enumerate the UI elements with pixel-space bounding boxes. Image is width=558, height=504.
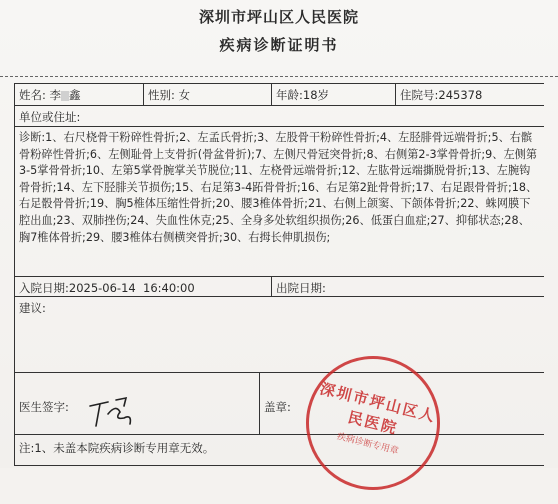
- unit-address-label: 单位或住址:: [19, 110, 81, 124]
- admission-no-value: 245378: [438, 88, 483, 102]
- discharge-date-cell: [271, 277, 545, 296]
- dates-row: [15, 277, 544, 297]
- diagnosis-content: 1、右尺桡骨干粉碎性骨折;2、左孟氏骨折;3、左股骨干粉碎性骨折;4、左胫腓骨远端骨折;5、右髌骨粉碎性骨折;6、左侧耻骨上支骨折(骨盆骨折);7、左侧尺骨冠突骨折;8、右侧第2-3掌骨骨折;9、左侧第3-5掌骨骨折;10、左第5掌骨腕掌关节脱位;11、左桡骨远端骨折;12、左肱骨远端撕脱骨折;13、左腕钩骨骨折;14、左下胫腓关节损伤;15、右足第3-4跖骨骨折;16、右足第2趾骨骨折;17、右足跟骨骨折;18、右足骰骨骨折;19、胸5椎体压缩性骨折;20、腰3椎体骨折;21、右侧上颌窦、下颌体骨折;22、蛛网膜下腔出血;23、双肺挫伤;24、失血性休克;25、全身多处软组织损伤;26、低蛋白血症;27、抑郁状态;28、胸7椎体骨折;29、腰3椎体右侧横突骨折;30、右拇长伸肌损伤;: [19, 131, 538, 244]
- diagnosis-row: [15, 127, 544, 277]
- note-text: 注:1、未盖本院疾病诊断专用章无效。: [19, 441, 215, 455]
- redaction-mark: [61, 91, 69, 101]
- handwritten-signature: [86, 396, 146, 430]
- gender-label: 性别:: [148, 88, 175, 102]
- patient-info-row: [15, 84, 544, 106]
- age-cell: [271, 84, 395, 105]
- admit-date-label: 入院日期:: [19, 281, 69, 295]
- seal-label: 盖章:: [264, 400, 291, 414]
- age-label: 年龄:: [276, 88, 303, 102]
- admission-no-label: 住院号:: [400, 88, 439, 102]
- unit-address-row: [15, 106, 544, 127]
- name-cell: [15, 84, 143, 105]
- document-title: 疾病诊断证明书: [219, 36, 339, 54]
- age-value: 18岁: [302, 88, 330, 102]
- advice-row: [15, 297, 544, 373]
- discharge-date-label: 出院日期:: [276, 281, 326, 295]
- name-value: 李: [49, 88, 62, 102]
- stamp-sub-text: 疾病诊断专用章: [335, 431, 400, 457]
- name-label: 姓名:: [19, 88, 46, 102]
- name-value-tail: 鑫: [69, 88, 81, 102]
- gender-value: 女: [178, 88, 191, 102]
- doctor-signature-label: 医生签字:: [19, 400, 69, 414]
- stamp-hospital-text: 深圳市坪山区人民医院: [318, 379, 438, 438]
- admit-date-cell: [15, 277, 271, 296]
- diagnosis-text: [19, 130, 539, 246]
- admit-date-value: 2025-06-14 16:40:00: [68, 281, 195, 295]
- gender-cell: [143, 84, 271, 105]
- cut-line-divider: [0, 76, 558, 77]
- admission-no-cell: [395, 84, 545, 105]
- note-row: [15, 435, 544, 465]
- advice-label: 建议:: [19, 301, 46, 315]
- hospital-name: 深圳市坪山区人民医院: [198, 8, 359, 26]
- diagnosis-label: 诊断:: [19, 131, 46, 144]
